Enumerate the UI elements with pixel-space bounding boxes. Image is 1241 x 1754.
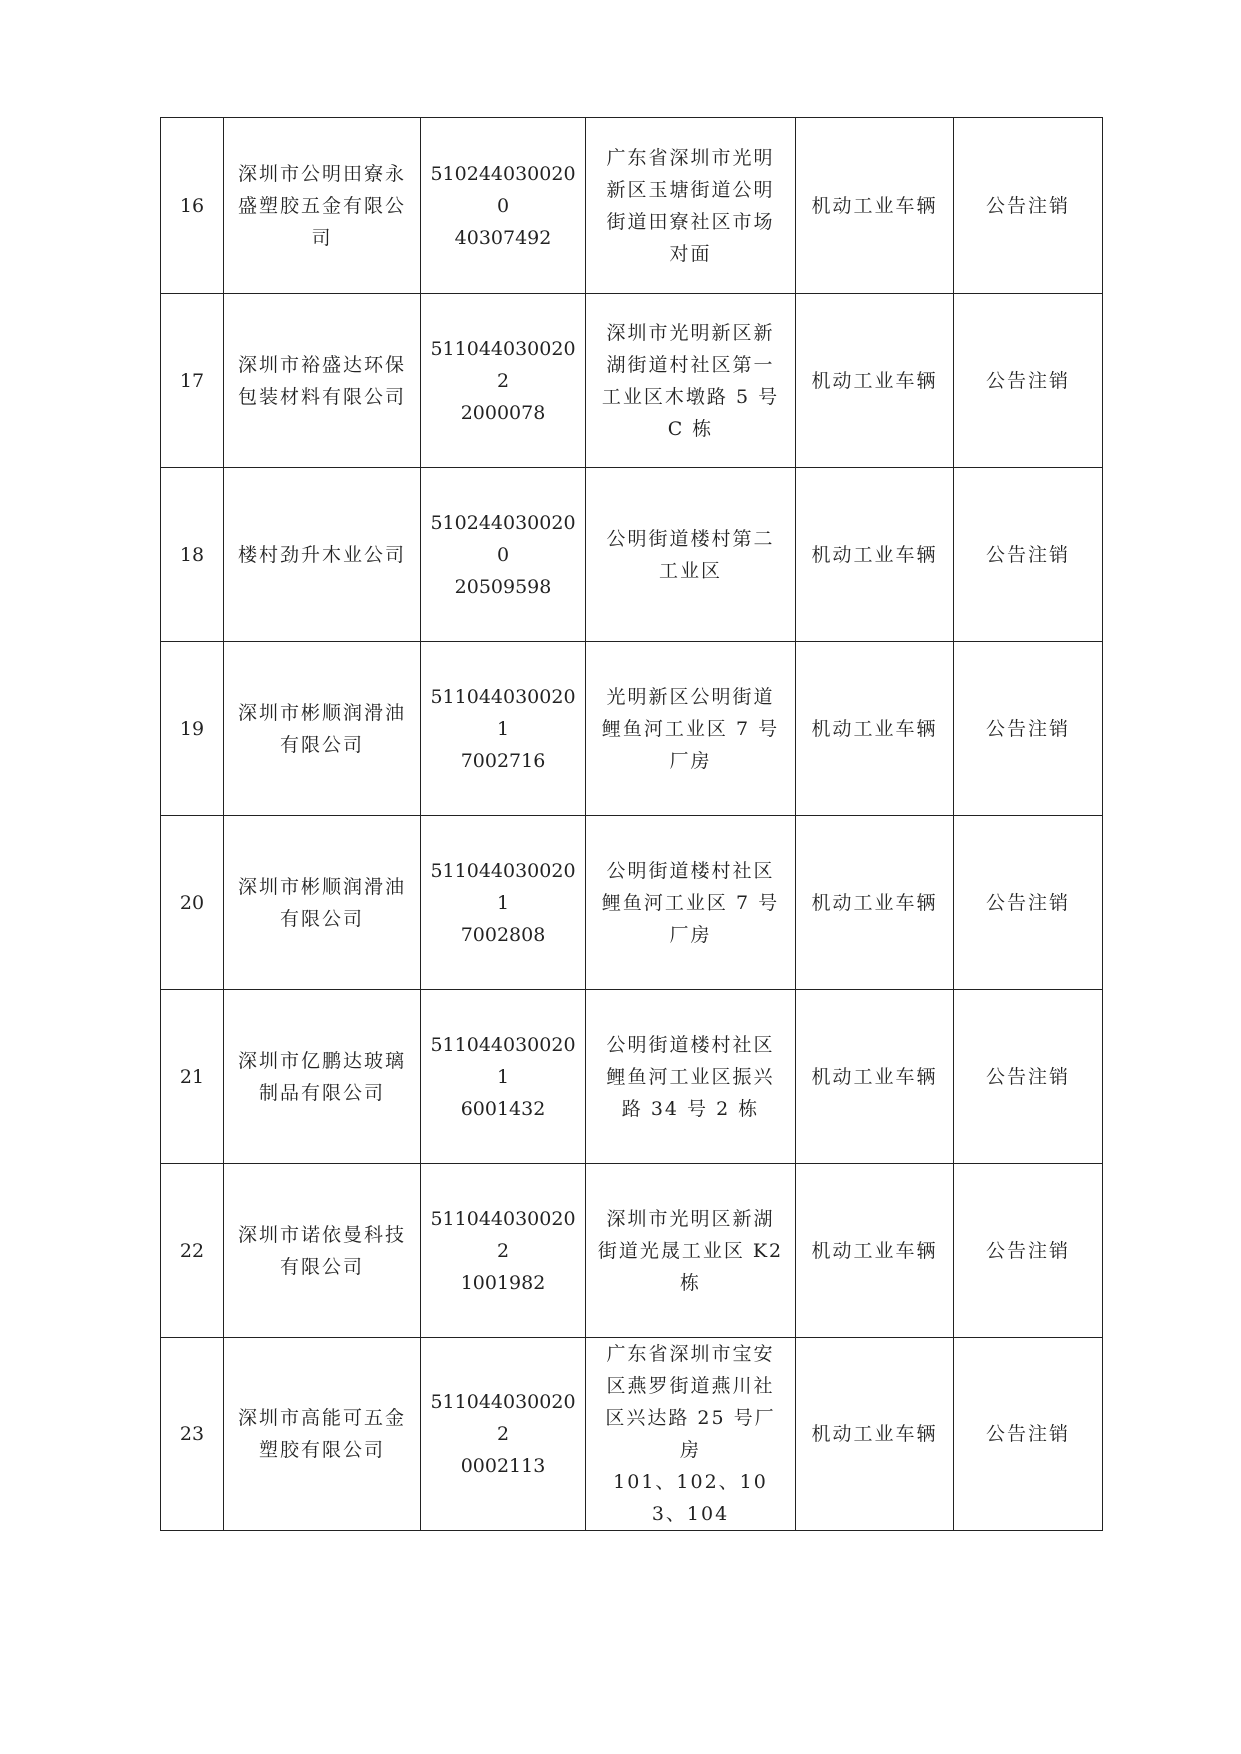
row-number: 23: [161, 1338, 224, 1531]
status: 公告注销: [954, 642, 1103, 816]
status: 公告注销: [954, 1338, 1103, 1531]
status: 公告注销: [954, 1164, 1103, 1338]
status: 公告注销: [954, 468, 1103, 642]
table-row: [161, 468, 1103, 642]
address: 深圳市光明区新湖 街道光晟工业区 K2 栋: [586, 1164, 796, 1338]
address: 广东省深圳市光明 新区玉塘街道公明 街道田寮社区市场 对面: [586, 118, 796, 294]
company-name: 深圳市公明田寮永 盛塑胶五金有限公 司: [224, 118, 421, 294]
row-number: 21: [161, 990, 224, 1164]
table-row: [161, 1164, 1103, 1338]
company-name: 深圳市亿鹏达玻璃 制品有限公司: [224, 990, 421, 1164]
row-number: 18: [161, 468, 224, 642]
row-number: 20: [161, 816, 224, 990]
table-row: [161, 1338, 1103, 1531]
registration-code: 5110440300202 0002113: [421, 1338, 586, 1531]
equipment-category: 机动工业车辆: [796, 816, 954, 990]
address: 公明街道楼村社区 鲤鱼河工业区振兴 路 34 号 2 栋: [586, 990, 796, 1164]
equipment-category: 机动工业车辆: [796, 642, 954, 816]
address: 公明街道楼村第二 工业区: [586, 468, 796, 642]
table-row: [161, 990, 1103, 1164]
address: 公明街道楼村社区 鲤鱼河工业区 7 号 厂房: [586, 816, 796, 990]
equipment-category: 机动工业车辆: [796, 1338, 954, 1531]
registration-code: 5102440300200 40307492: [421, 118, 586, 294]
equipment-category: 机动工业车辆: [796, 468, 954, 642]
registration-code: 5102440300200 20509598: [421, 468, 586, 642]
equipment-category: 机动工业车辆: [796, 294, 954, 468]
table-row: [161, 294, 1103, 468]
company-name: 深圳市裕盛达环保 包装材料有限公司: [224, 294, 421, 468]
registration-code: 5110440300202 2000078: [421, 294, 586, 468]
status: 公告注销: [954, 816, 1103, 990]
table-row: [161, 118, 1103, 294]
equipment-category: 机动工业车辆: [796, 118, 954, 294]
address: 光明新区公明街道 鲤鱼河工业区 7 号 厂房: [586, 642, 796, 816]
equipment-category: 机动工业车辆: [796, 1164, 954, 1338]
registration-code: 5110440300202 1001982: [421, 1164, 586, 1338]
equipment-category: 机动工业车辆: [796, 990, 954, 1164]
company-name: 深圳市高能可五金 塑胶有限公司: [224, 1338, 421, 1531]
company-name: 深圳市诺依曼科技 有限公司: [224, 1164, 421, 1338]
registration-code: 5110440300201 7002716: [421, 642, 586, 816]
row-number: 16: [161, 118, 224, 294]
status: 公告注销: [954, 294, 1103, 468]
table-row: [161, 816, 1103, 990]
deregistration-table: [160, 117, 1103, 1531]
status: 公告注销: [954, 990, 1103, 1164]
registration-code: 5110440300201 7002808: [421, 816, 586, 990]
company-name: 楼村劲升木业公司: [224, 468, 421, 642]
table-row: [161, 642, 1103, 816]
address: 深圳市光明新区新 湖街道村社区第一 工业区木墩路 5 号 C 栋: [586, 294, 796, 468]
company-name: 深圳市彬顺润滑油 有限公司: [224, 642, 421, 816]
row-number: 22: [161, 1164, 224, 1338]
row-number: 17: [161, 294, 224, 468]
company-name: 深圳市彬顺润滑油 有限公司: [224, 816, 421, 990]
registration-code: 5110440300201 6001432: [421, 990, 586, 1164]
status: 公告注销: [954, 118, 1103, 294]
address: 广东省深圳市宝安 区燕罗街道燕川社 区兴达路 25 号厂房 101、102、103、104: [586, 1338, 796, 1531]
row-number: 19: [161, 642, 224, 816]
